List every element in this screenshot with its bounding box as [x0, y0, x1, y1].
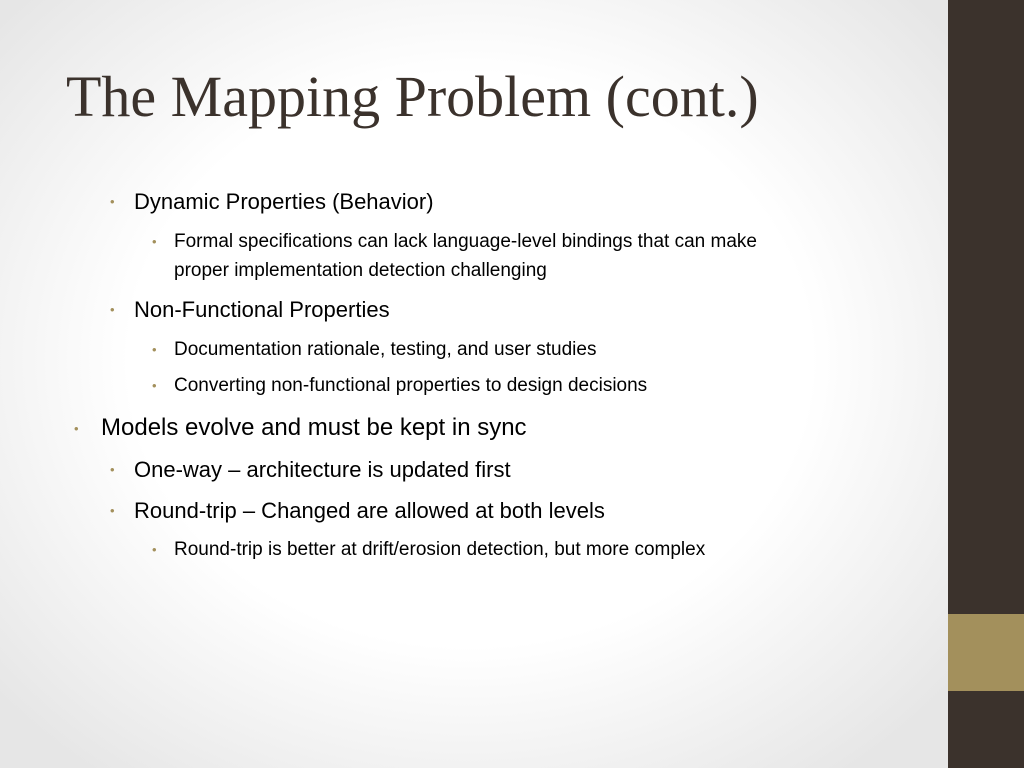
- bullet-dot: •: [152, 542, 157, 557]
- bullet-text-line2: proper implementation detection challenging: [174, 260, 547, 281]
- bullet-one-way: [110, 456, 511, 484]
- bullet-text: Models evolve and must be kept in sync: [101, 414, 527, 441]
- bullet-text: Documentation rationale, testing, and user studies: [174, 339, 597, 360]
- bullet-dot: •: [152, 234, 157, 249]
- bullet-text: Round-trip – Changed are allowed at both levels: [134, 498, 605, 523]
- bullet-text: Round-trip is better at drift/erosion detection, but more complex: [174, 539, 706, 560]
- bullet-converting: [152, 371, 648, 400]
- bullet-models-evolve: [74, 413, 527, 443]
- bullet-text: Converting non-functional properties to design decisions: [174, 375, 648, 396]
- bullet-dynamic-properties: [110, 188, 434, 216]
- bullet-dot: •: [74, 421, 79, 436]
- bullet-dot: •: [110, 462, 115, 477]
- bullet-text-line1: Formal specifications can lack language-level bindings that can make: [174, 231, 757, 252]
- bullet-dot: •: [110, 503, 115, 518]
- bullet-round-trip: [110, 497, 605, 525]
- bullet-dot: •: [110, 302, 115, 317]
- bullet-formal-specifications: [152, 227, 914, 285]
- bullet-text: Non-Functional Properties: [134, 297, 390, 322]
- bullet-text: One-way – architecture is updated first: [134, 457, 511, 482]
- bullet-round-trip-better: [152, 535, 706, 564]
- bullet-non-functional-properties: [110, 296, 390, 324]
- bullet-documentation: [152, 335, 597, 364]
- bullet-dot: •: [152, 378, 157, 393]
- bullet-dot: •: [110, 194, 115, 209]
- sidebar-accent-block: [948, 614, 1024, 691]
- bullet-dot: •: [152, 342, 157, 357]
- slide-title: The Mapping Problem (cont.): [66, 64, 759, 129]
- bullet-text: Dynamic Properties (Behavior): [134, 189, 434, 214]
